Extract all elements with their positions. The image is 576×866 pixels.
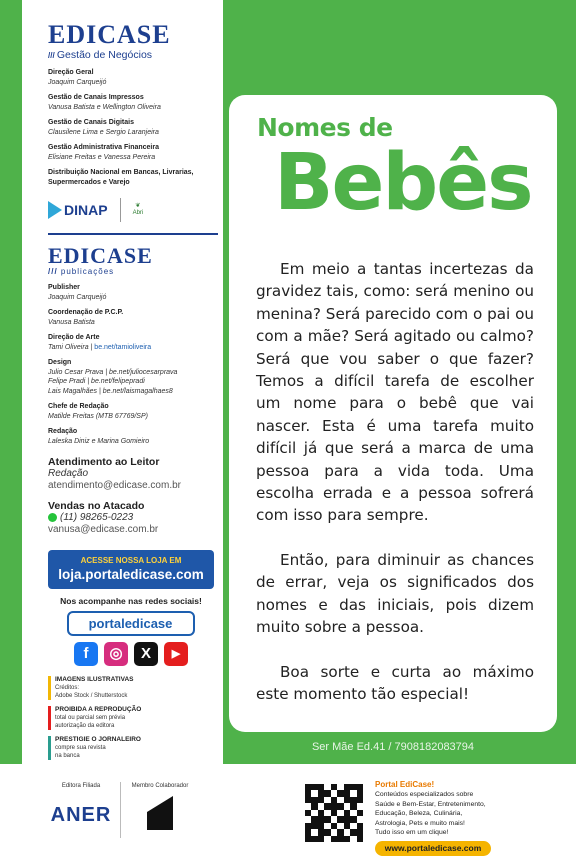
portal-ad-title: Portal EdiCase! <box>375 780 435 789</box>
portal-ad-line: Saúde e Bem-Estar, Entretenimento, <box>375 800 486 808</box>
social-label: Nos acompanhe nas redes sociais! <box>60 596 202 606</box>
credit-title: Gestão de Canais Impressos <box>48 94 144 101</box>
dinap-logo <box>48 201 108 219</box>
article-paragraph: Então, para diminuir as chances de errar, veja os significados dos nomes e das iniciais, pois dizem muito sobre a pessoa. <box>256 550 534 637</box>
article-kicker: Nomes de <box>257 113 393 142</box>
contact-title: Vendas no Atacado <box>48 500 145 512</box>
issue-line: Ser Mãe Ed.41 / 7908182083794 <box>311 741 475 753</box>
dinap-mark-icon <box>48 201 62 219</box>
note-line: autorização da editora <box>55 723 115 729</box>
contact-email[interactable]: vanusa@edicase.com.br <box>48 524 159 535</box>
aner-caption: Editora Filiada <box>61 783 101 789</box>
credit-item <box>48 358 213 396</box>
note-reproduction <box>48 706 213 730</box>
social-icons <box>48 642 214 666</box>
note-newsstand <box>48 736 213 760</box>
store-cta: ACESSE NOSSA LOJA EM <box>80 556 182 565</box>
credit-item <box>48 402 213 421</box>
portal-ad-text <box>375 780 545 838</box>
distributor-logos <box>48 195 213 225</box>
store-button[interactable] <box>48 550 214 589</box>
credit-value: Joaquim Carqueijó <box>48 78 107 86</box>
article-paragraph: Em meio a tantas incertezas da gravidez tais, como: será menino ou menina? Será parecido com o pai ou com a mãe? Será agitado ou calmo? Será que vou saber o que fazer? Temos a difícil tarefa de escolher um nome para o bebê que vai nascer. Esta é uma tarefa muito difícil já que será a marca de uma pessoa para a vida toda. Uma escolha errada e a pessoa sofrerá com isso para sempre. <box>256 260 534 525</box>
note-title: IMAGENS ILUSTRATIVAS <box>55 676 134 683</box>
credit-name: Tami Oliveira | <box>48 343 95 351</box>
note-title: PROIBIDA A REPRODUÇÃO <box>55 706 142 713</box>
note-line: Adobe Stock / Shutterstock <box>55 693 128 699</box>
credit-title: Direção de Arte <box>48 334 100 341</box>
contact-email[interactable]: atendimento@edicase.com.br <box>48 480 181 491</box>
credit-value: Clausilene Lima e Sergio Laranjeira <box>48 128 159 136</box>
credit-item <box>48 333 213 352</box>
x-icon[interactable]: X <box>134 642 158 666</box>
divider <box>120 198 121 222</box>
twosides-caption: Membro Colaborador <box>131 783 189 789</box>
qr-code[interactable] <box>303 782 365 844</box>
edicase-logo <box>48 22 213 62</box>
divider <box>120 782 121 838</box>
credit-title: Gestão Administrativa Financeira <box>48 144 159 151</box>
credit-value: Matilde Freitas (MTB 67769/SP) <box>48 412 148 420</box>
store-url: loja.portaledicase.com <box>58 567 204 582</box>
portal-ad-line: Conteúdos especializados sobre <box>375 791 474 798</box>
credit-title: Coordenação de P.C.P. <box>48 309 124 316</box>
aner-block <box>48 782 114 827</box>
credit-title: Gestão de Canais Digitais <box>48 119 134 126</box>
twosides-block <box>127 782 193 830</box>
credit-title: Redação <box>48 428 78 435</box>
credit-item <box>48 118 213 137</box>
credit-title: Direção Geral <box>48 69 94 76</box>
facebook-icon[interactable]: f <box>74 642 98 666</box>
credit-title: Design <box>48 359 72 366</box>
portal-url-button[interactable]: www.portaledicase.com <box>375 841 491 856</box>
instagram-icon[interactable]: ◎ <box>104 642 128 666</box>
note-line: na banca <box>55 753 80 759</box>
credit-value: Vanusa Batista <box>48 318 95 326</box>
wholesale-contact <box>48 500 213 536</box>
credit-value: Elisiane Freitas e Vanessa Pereira <box>48 153 156 161</box>
article-body <box>256 258 534 727</box>
section-divider <box>48 233 218 235</box>
contact-phone-row <box>48 512 213 524</box>
article-paragraph: Boa sorte e curta ao máximo este momento tão especial! <box>256 662 534 703</box>
credit-item <box>48 283 213 302</box>
note-line: Créditos: <box>55 685 80 691</box>
credit-value: Julio Cesar Prava | be.net/juliocesarprava <box>48 368 178 376</box>
article-title: Bebês <box>274 138 532 228</box>
portal-ad <box>303 777 543 857</box>
credit-title: Distribuição Nacional em Bancas, Livrarias, Supermercados e Varejo <box>48 169 194 186</box>
note-line: total ou parcial sem prévia <box>55 715 126 721</box>
abri-logo <box>133 203 144 217</box>
note-title: PRESTIGIE O JORNALEIRO <box>55 736 141 743</box>
twosides-logo <box>147 796 173 830</box>
article-card <box>229 95 557 732</box>
abri-text: Abri <box>132 210 144 216</box>
credit-item <box>48 68 213 87</box>
aner-logo: ANER <box>50 804 112 826</box>
credit-title: Publisher <box>48 284 80 291</box>
contact-phone[interactable]: (11) 98265-0223 <box>60 512 134 523</box>
portal-ad-line: Tudo isso em um clique! <box>375 829 449 836</box>
credit-item <box>48 143 213 162</box>
credit-title: Chefe de Redação <box>48 403 109 410</box>
social-handle[interactable]: portaledicase <box>67 611 195 636</box>
credit-value: Lais Magalhães | be.net/laismagalhaes8 <box>48 387 173 395</box>
note-line: compre sua revista <box>55 745 106 751</box>
portal-ad-line: Educação, Beleza, Culinária, <box>375 810 463 817</box>
note-images <box>48 676 213 700</box>
credit-item <box>48 168 213 187</box>
dinap-text: DINAP <box>64 202 108 218</box>
leaf-icon: ❦ <box>135 203 141 209</box>
portal-ad-line: Astrologia, Pets e muito mais! <box>375 819 465 827</box>
credit-value: Vanusa Batista e Wellington Oliveira <box>48 103 161 111</box>
contact-subtitle: Redação <box>48 468 89 479</box>
credit-item <box>48 308 213 327</box>
credit-item <box>48 93 213 112</box>
contact-title: Atendimento ao Leitor <box>48 456 160 468</box>
credit-value: Joaquim Carqueijó <box>48 293 107 301</box>
credit-item <box>48 427 213 446</box>
youtube-icon[interactable]: ▶ <box>164 642 188 666</box>
edicase-publicacoes-logo <box>48 245 213 277</box>
credit-value <box>48 343 213 353</box>
masthead-sidebar <box>22 0 223 866</box>
credits-top <box>48 68 213 187</box>
credits-pub <box>48 283 213 446</box>
associations <box>48 782 213 838</box>
credit-value: Laleska Diniz e Marina Gomieiro <box>48 437 150 445</box>
logo-tagline: /// publicações <box>48 267 213 277</box>
logo-name: EDICASE <box>48 243 153 268</box>
whatsapp-icon <box>48 513 57 522</box>
portfolio-link[interactable]: be.net/tamioliveira <box>94 343 152 351</box>
reader-service <box>48 456 213 492</box>
credit-value: Felipe Pradi | be.net/felipepradi <box>48 378 145 385</box>
legal-notes <box>48 676 213 760</box>
logo-name: EDICASE <box>48 20 171 49</box>
logo-tagline: /// Gestão de Negócios <box>48 49 213 62</box>
